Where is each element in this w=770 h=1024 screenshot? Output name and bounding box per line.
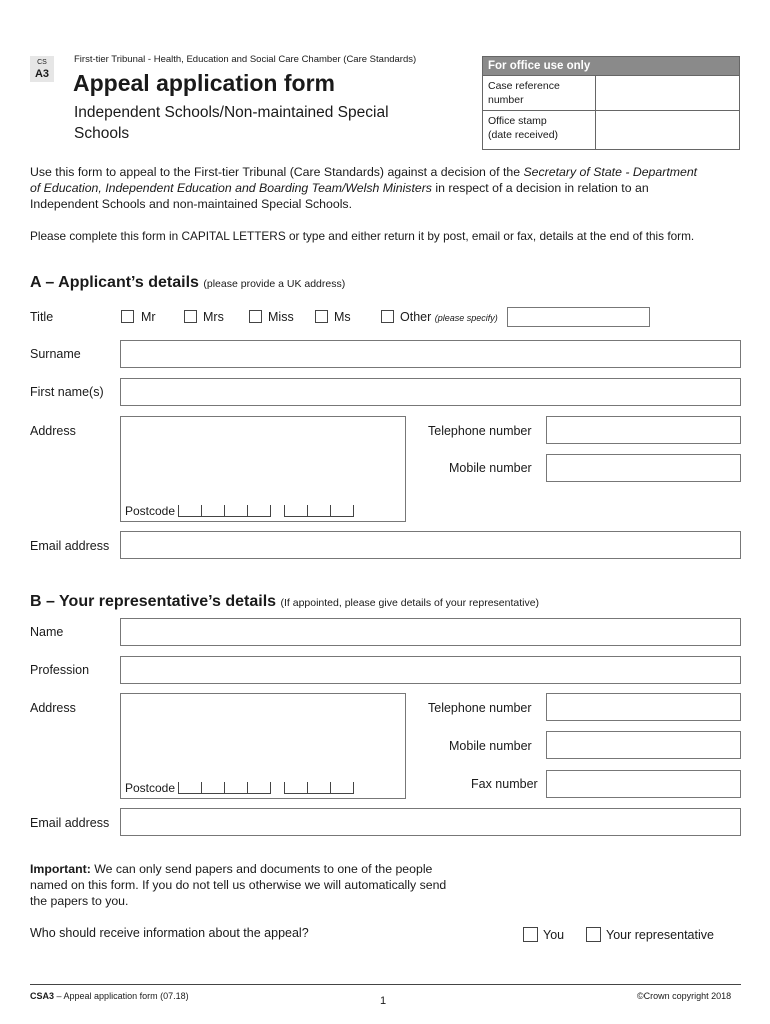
title-mr-checkbox[interactable] xyxy=(121,310,134,323)
title-mrs-checkbox[interactable] xyxy=(184,310,197,323)
title-miss-label: Miss xyxy=(268,310,294,324)
rep-profession-label: Profession xyxy=(30,663,90,677)
section-b-heading xyxy=(30,593,539,611)
instructions-text: Please complete this form in CAPITAL LETTERS or type and either return it by post, email or fax, details at the end of this form. xyxy=(30,229,695,243)
postcode-input[interactable] xyxy=(178,504,354,518)
case-reference-field xyxy=(596,76,739,110)
page-subtitle-2: Schools xyxy=(74,125,130,142)
important-line1: We can only send papers and documents to one of the people xyxy=(90,862,433,876)
receive-you-label: You xyxy=(543,928,565,942)
rep-fax-label: Fax number xyxy=(471,777,538,791)
receive-you-checkbox[interactable] xyxy=(523,927,538,942)
rep-postcode-input[interactable] xyxy=(178,781,354,795)
copyright: ©Crown copyright 2018 xyxy=(637,991,732,1001)
rep-telephone-input[interactable] xyxy=(546,693,741,721)
office-use-table xyxy=(482,56,740,150)
rep-fax-input[interactable] xyxy=(546,770,741,798)
intro-line2: in respect of a decision in relation to an xyxy=(431,181,649,195)
rep-name-label: Name xyxy=(30,625,64,639)
page-title: Appeal application form xyxy=(73,70,335,96)
rep-postcode-row xyxy=(125,781,354,795)
form-code-badge xyxy=(30,56,54,82)
rep-postcode-label: Postcode xyxy=(125,781,176,795)
first-names-input[interactable] xyxy=(120,378,741,406)
intro-text xyxy=(30,164,742,212)
surname-input[interactable] xyxy=(120,340,741,368)
mobile-input[interactable] xyxy=(546,454,741,482)
intro-line1: Use this form to appeal to the First-tier Tribunal (Care Standards) against a decision of the xyxy=(30,165,524,179)
footer-desc: – Appeal application form (07.18) xyxy=(54,991,189,1001)
rep-email-label: Email address xyxy=(30,816,110,830)
title-mrs-label: Mrs xyxy=(203,310,224,324)
office-stamp-label xyxy=(483,111,596,149)
footer-code: CSA3 xyxy=(30,991,55,1001)
title-ms-checkbox[interactable] xyxy=(315,310,328,323)
important-label: Important: xyxy=(30,862,91,876)
title-mr-label: Mr xyxy=(141,310,156,324)
mobile-label: Mobile number xyxy=(449,461,532,475)
important-line2: named on this form. If you do not tell us otherwise we will automatically send xyxy=(30,878,447,892)
important-note xyxy=(30,861,446,909)
rep-profession-input[interactable] xyxy=(120,656,741,684)
title-ms-label: Ms xyxy=(334,310,351,324)
chamber-name: First-tier Tribunal - Health, Education and Social Care Chamber (Care Standards) xyxy=(74,54,417,65)
address-label: Address xyxy=(30,424,76,438)
title-other-input[interactable] xyxy=(507,307,650,327)
title-miss-checkbox[interactable] xyxy=(249,310,262,323)
email-input[interactable] xyxy=(120,531,741,559)
intro-line3: Independent Schools and non-maintained Special Schools. xyxy=(30,197,352,211)
stamp-line2: (date received) xyxy=(488,129,559,141)
section-b-title: B – Your representative’s details xyxy=(30,593,277,610)
postcode-label: Postcode xyxy=(125,504,176,518)
section-b-note: (If appointed, please give details of your representative) xyxy=(280,597,540,609)
telephone-input[interactable] xyxy=(546,416,741,444)
email-label: Email address xyxy=(30,539,110,553)
title-other-text: Other xyxy=(400,310,432,324)
footer-divider xyxy=(30,984,741,985)
case-ref-line1: Case reference xyxy=(488,80,560,92)
case-ref-line2: number xyxy=(488,94,524,106)
rep-email-input[interactable] xyxy=(120,808,741,836)
title-other-checkbox[interactable] xyxy=(381,310,394,323)
footer-form-code xyxy=(30,991,189,1001)
receive-info-question: Who should receive information about the appeal? xyxy=(30,926,309,940)
rep-mobile-input[interactable] xyxy=(546,731,741,759)
badge-top: CS xyxy=(37,59,47,66)
rep-mobile-label: Mobile number xyxy=(449,739,532,753)
stamp-line1: Office stamp xyxy=(488,115,547,127)
page-number: 1 xyxy=(380,995,387,1007)
telephone-label: Telephone number xyxy=(428,424,532,438)
rep-name-input[interactable] xyxy=(120,618,741,646)
receive-representative-checkbox[interactable] xyxy=(586,927,601,942)
office-use-heading: For office use only xyxy=(483,57,739,75)
page-subtitle-1: Independent Schools/Non-maintained Special xyxy=(74,104,389,121)
first-names-label: First name(s) xyxy=(30,385,104,399)
rep-telephone-label: Telephone number xyxy=(428,701,532,715)
receive-representative-label: Your representative xyxy=(606,928,714,942)
case-reference-label xyxy=(483,76,596,110)
section-a-heading xyxy=(30,274,345,292)
office-stamp-field xyxy=(596,111,739,149)
title-other-note: (please specify) xyxy=(434,313,498,323)
intro-line2-italic: of Education, Independent Education and Boarding Team/Welsh Ministers xyxy=(30,181,432,195)
postcode-row xyxy=(125,504,354,518)
important-line3: the papers to you. xyxy=(30,894,129,908)
section-a-note: (please provide a UK address) xyxy=(203,278,346,290)
intro-line1-italic: Secretary of State - Department xyxy=(523,165,698,179)
surname-label: Surname xyxy=(30,347,81,361)
title-other-label xyxy=(400,310,498,324)
rep-address-label: Address xyxy=(30,701,76,715)
section-a-title: A – Applicant’s details xyxy=(30,274,199,291)
title-label: Title xyxy=(30,310,54,324)
badge-bottom: A3 xyxy=(34,68,50,80)
